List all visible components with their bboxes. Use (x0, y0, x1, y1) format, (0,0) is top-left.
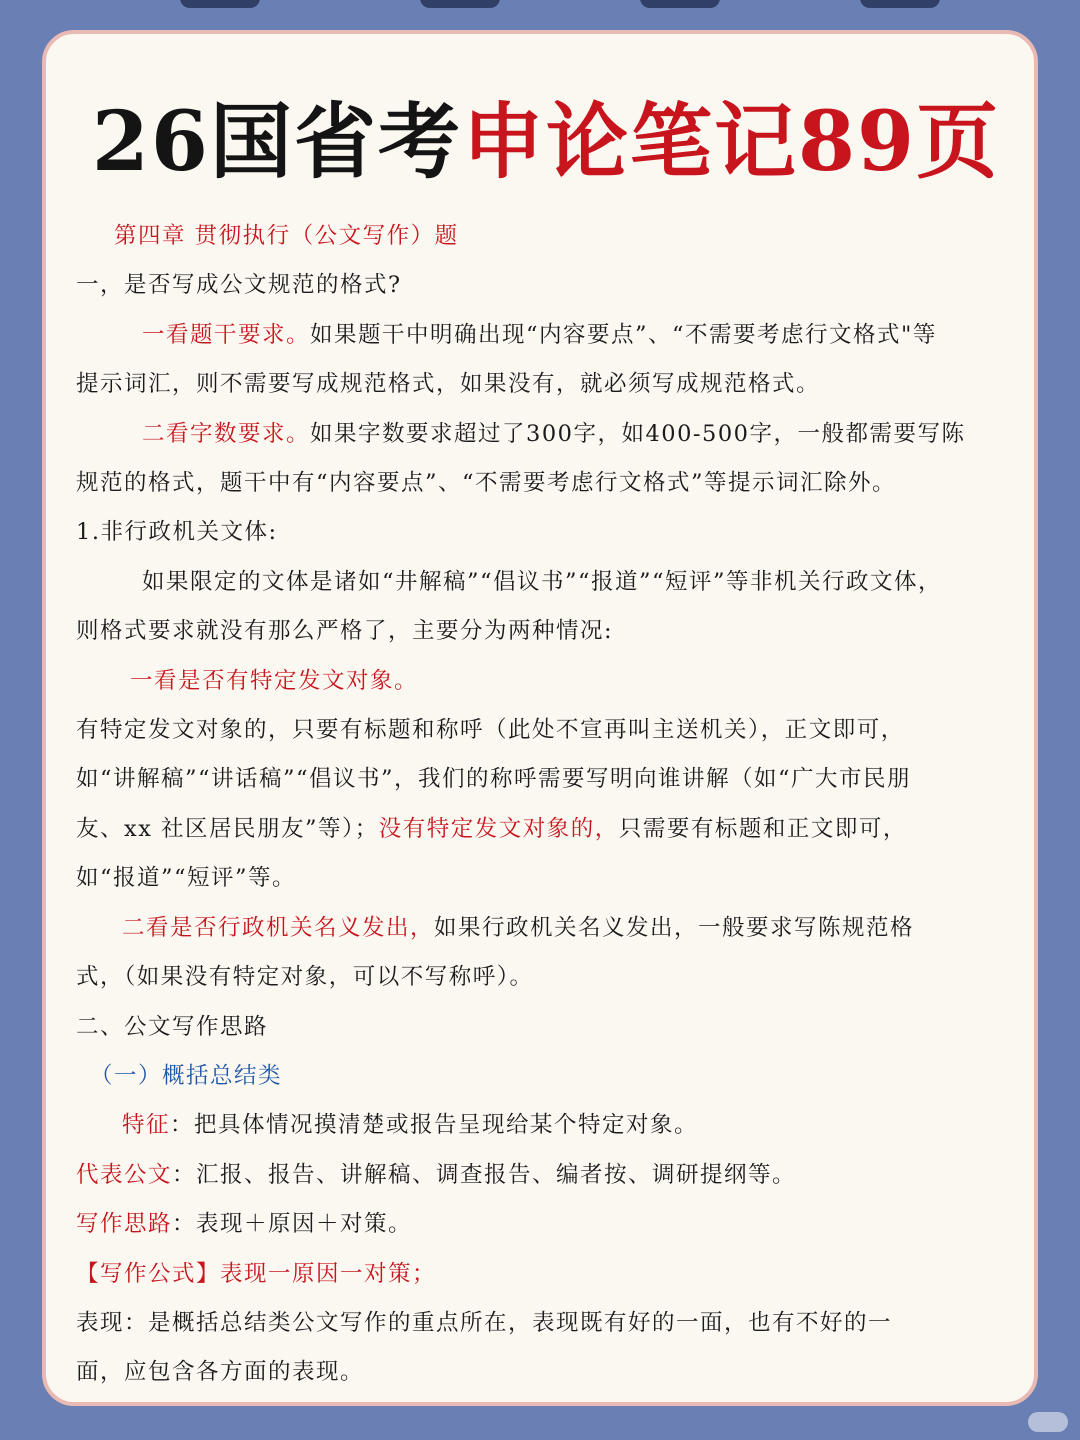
paragraph-2-highlight: 二看字数要求。 (142, 420, 311, 447)
formula-line: 【写作公式】表现一原因一对策； (76, 1260, 437, 1287)
paragraph-5-line2: 如“讲解稿”“讲话稿”“倡议书”，我们的称呼需要写明向谁讲解（如“广大市民朋 (76, 766, 912, 793)
binder-tab (420, 0, 500, 8)
top-tabs (0, 0, 1080, 12)
paragraph-5-line3 (76, 805, 1012, 854)
idea-label: 写作思路 (76, 1211, 173, 1238)
paragraph-5-line4: 如“报道”“短评”等。 (76, 865, 297, 892)
paragraph-4-highlight: 一看是否有特定发文对象。 (130, 667, 419, 694)
binder-tab (860, 0, 940, 8)
paragraph-5-line3-a: 友、xx 社区居民朋友”等）； (76, 815, 379, 842)
title-part1: 26国省考 (91, 94, 462, 190)
paragraph-1 (76, 311, 1012, 360)
paragraph-7-line1: 表现：是概括总结类公文写作的重点所在，表现既有好的一面，也有不好的一 (76, 1309, 893, 1336)
section-heading-2: 二、公文写作思路 (76, 1013, 269, 1040)
paragraph-2-text: 如果字数要求超过了300字，如400-500字，一般都需要写陈 (310, 420, 966, 447)
title-part2: 申论笔记89页 (462, 94, 1001, 190)
feature-line (76, 1101, 1012, 1150)
paragraph-1-line2: 提示词汇，则不需要写成规范格式，如果没有，就必须写成规范格式。 (76, 371, 821, 398)
paragraph-6-text: 如果行政机关名义发出，一般要求写陈规范格 (434, 914, 915, 941)
paragraph-6 (76, 904, 1012, 953)
watermark-badge (1028, 1412, 1068, 1432)
paragraph-6-line2: 式，（如果没有特定对象，可以不写称呼）。 (76, 964, 534, 991)
document-body (76, 212, 1012, 1398)
chapter-heading: 第四章 贯彻执行（公文写作）题 (114, 223, 459, 249)
feature-text: ：把具体情况摸清楚或报告呈现给某个特定对象。 (170, 1112, 699, 1139)
paragraph-1-highlight: 一看题干要求。 (142, 321, 311, 348)
subsection-heading-2: （一）概括总结类 (90, 1062, 283, 1089)
feature-label: 特征 (122, 1112, 171, 1139)
paragraph-6-highlight: 二看是否行政机关名义发出， (122, 914, 435, 941)
paragraph-1-text: 如果题干中明确出现“内容要点”、“不需要考虑行文格式"等 (310, 321, 937, 348)
paragraph-2-line2: 规范的格式，题干中有“内容要点”、“不需要考虑行文格式”等提示词汇除外。 (76, 470, 897, 497)
binder-tab (180, 0, 260, 8)
binder-tab (640, 0, 720, 8)
idea-line (76, 1200, 1012, 1249)
idea-text: ：表现＋原因＋对策。 (172, 1211, 413, 1238)
paragraph-7-line2: 面，应包含各方面的表现。 (76, 1359, 365, 1386)
paragraph-5-line3-highlight: 没有特定发文对象的， (378, 815, 619, 842)
subsection-heading-1: 1.非行政机关文体: (76, 519, 278, 546)
page-title (46, 92, 1046, 192)
docs-text: ：汇报、报告、讲解稿、调查报告、编者按、调研提纲等。 (172, 1161, 797, 1188)
paragraph-5-line3-b: 只需要有标题和正文即可， (618, 815, 907, 842)
paragraph-3-line1: 如果限定的文体是诸如“井解稿”“倡议书”“报道”“短评”等非机关行政文体， (142, 568, 943, 595)
note-card (42, 30, 1038, 1406)
paragraph-3-line2: 则格式要求就没有那么严格了，主要分为两种情况: (76, 618, 614, 645)
paragraph-2 (76, 410, 1012, 459)
section-heading-1: 一，是否写成公文规范的格式? (76, 272, 402, 299)
docs-label: 代表公文 (76, 1161, 173, 1188)
paragraph-5-line1: 有特定发文对象的，只要有标题和称呼（此处不宣再叫主送机关），正文即可， (76, 717, 905, 744)
docs-line (76, 1151, 1012, 1200)
